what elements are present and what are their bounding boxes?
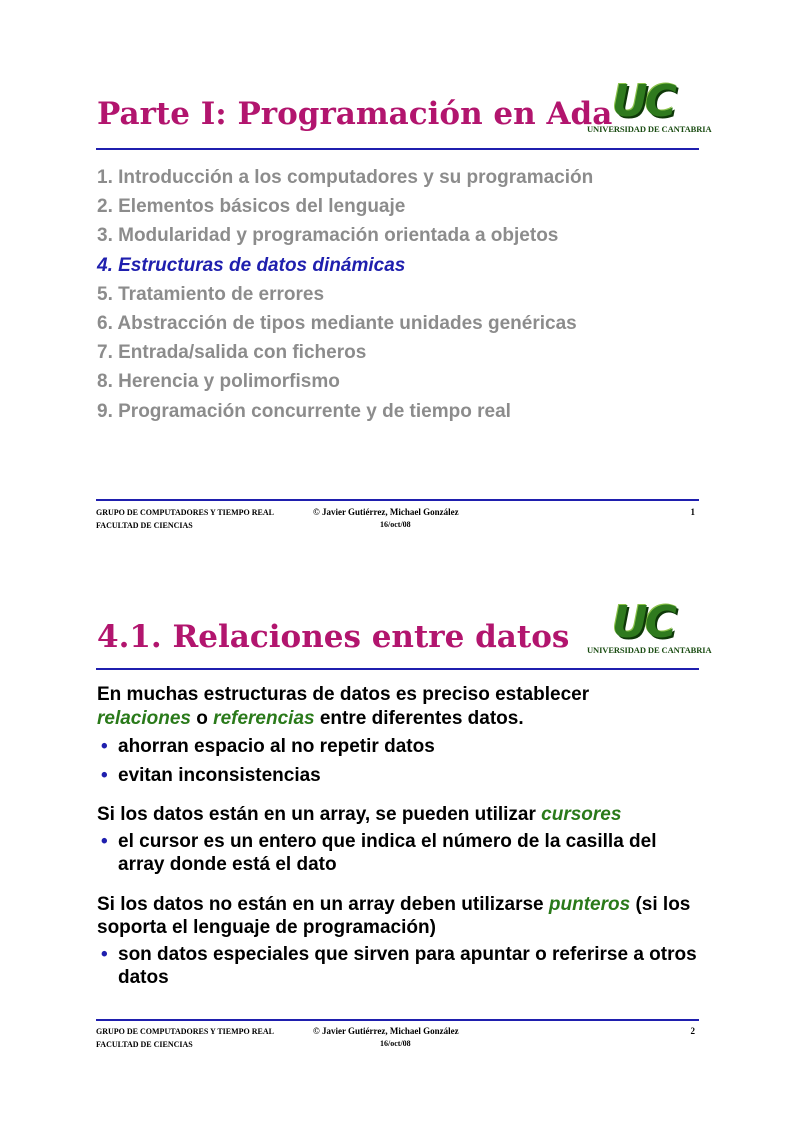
slide-2 (0, 515, 793, 1076)
emphasis-term: relaciones (97, 707, 191, 729)
bullet-dot: • (101, 736, 108, 757)
page-number: 2 (690, 1026, 695, 1036)
bullet-dot: • (101, 943, 108, 965)
toc-item: 6. Abstracción de tipos mediante unidades genéricas (97, 313, 577, 335)
text: Si los datos están en un array, se pueden utilizar (97, 804, 542, 825)
uc-logo-mark: UC (612, 597, 675, 648)
toc-item: 2. Elementos básicos del lenguaje (97, 196, 406, 218)
toc-item: 3. Modularidad y programación orientada a objetos (97, 225, 559, 247)
slide-title: 4.1. Relaciones entre datos (97, 619, 570, 655)
slide-body (97, 683, 707, 990)
text: En muchas estructuras de datos es preciso establecer (97, 684, 590, 705)
footer-group: GRUPO DE COMPUTADORES Y TIEMPO REAL (96, 1027, 275, 1036)
text: entre diferentes datos. (314, 707, 524, 729)
bullet-item (97, 943, 708, 990)
page-number: 1 (690, 507, 695, 517)
toc-item: 7. Entrada/salida con ficheros (97, 342, 367, 364)
footer-faculty: FACULTAD DE CIENCIAS (96, 1040, 193, 1049)
footer-group: GRUPO DE COMPUTADORES Y TIEMPO REAL (96, 508, 275, 517)
toc-item: 1. Introducción a los computadores y su programación (97, 167, 594, 188)
university-logo (585, 76, 712, 134)
toc-item: 9. Programación concurrente y de tiempo real (97, 400, 511, 422)
paragraph (97, 803, 707, 827)
footer-date: 16/oct/08 (380, 1039, 411, 1048)
footer-divider (96, 499, 699, 501)
uc-logo-mark: UC (612, 76, 675, 127)
toc-item: 8. Herencia y polimorfismo (97, 371, 340, 393)
emphasis-term: referencias (213, 707, 315, 729)
emphasis-term: cursores (541, 804, 622, 825)
university-logo (585, 597, 712, 655)
emphasis-term: punteros (548, 893, 631, 915)
footer-author: © Javier Gutiérrez, Michael González (313, 507, 459, 517)
bullet-text: son datos especiales que sirven para apuntar o referirse a otros datos (118, 943, 697, 988)
footer-date: 16/oct/08 (380, 520, 411, 529)
bullet-item (97, 830, 708, 877)
bullet-dot: • (101, 830, 108, 852)
title-divider (96, 148, 699, 150)
table-of-contents (97, 163, 593, 426)
footer-divider (96, 1019, 699, 1021)
slide-title: Parte I: Programación en Ada (97, 96, 613, 132)
bullet-text: ahorran espacio al no repetir datos (118, 736, 435, 757)
bullet-text: evitan inconsistencias (118, 764, 321, 786)
logo-caption: UNIVERSIDAD DE CANTABRIA (587, 124, 712, 134)
text: Si los datos no están en un array deben utilizarse (97, 893, 549, 915)
text: (si los soporta el lenguaje de programación) (97, 893, 691, 938)
bullet-item (97, 735, 707, 759)
toc-item: 5. Tratamiento de errores (97, 283, 325, 305)
text: o (191, 707, 214, 729)
paragraph (97, 683, 707, 730)
paragraph (97, 893, 697, 940)
bullet-dot: • (101, 764, 108, 786)
footer-faculty: FACULTAD DE CIENCIAS (96, 521, 193, 530)
footer-author: © Javier Gutiérrez, Michael González (313, 1026, 459, 1036)
bullet-item (97, 764, 707, 788)
logo-caption: UNIVERSIDAD DE CANTABRIA (587, 645, 712, 655)
bullet-text: el cursor es un entero que indica el número de la casilla del array donde está el dato (118, 830, 657, 875)
title-divider (96, 668, 699, 670)
toc-item-current: 4. Estructuras de datos dinámicas (97, 254, 406, 276)
